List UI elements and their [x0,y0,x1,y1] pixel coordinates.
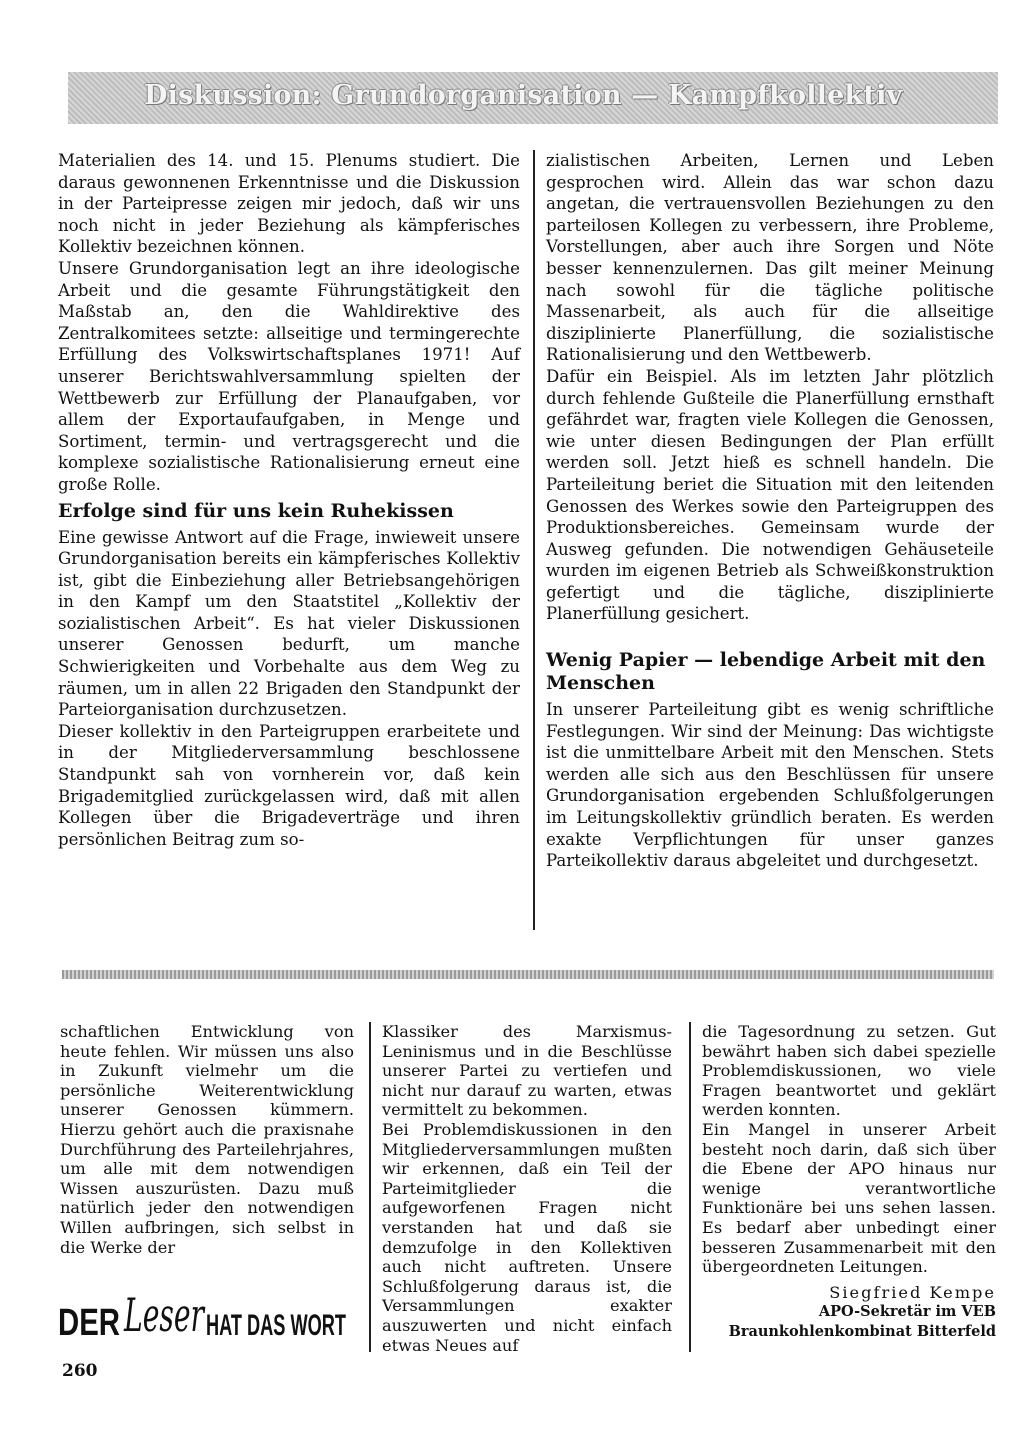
section-divider [62,970,994,979]
article-right-column [546,150,994,872]
letters-column-2 [382,1022,672,1355]
section-heading: Wenig Papier — lebendige Arbeit mit den Menschen [546,649,986,695]
paragraph: Materialien des 14. und 15. Plenums studiert. Die daraus gewonnenen Erkenntnisse und die Diskussion in der Parteipresse zeigen mir jedoch, daß wir uns noch nicht in jeder Beziehung als kämpferisches Kollektiv bezeichnen können. [58,151,520,257]
banner-title: Diskussion: Grundorganisation — Kampfkollektiv [144,80,903,111]
logo-word-leser: Leser [123,1288,206,1342]
author-title: APO-Sekretär im VEB [818,1303,996,1321]
logo-word-hat-das-wort: HAT DAS WORT [206,1309,346,1342]
section-heading: Erfolge sind für uns kein Ruhekissen [58,499,454,522]
paragraph: Dieser kollektiv in den Parteigruppen erarbeitete und in der Mitgliederversammlung beschlossene Standpunkt sah von vornherein vor, daß kein Brigademitglied zurückgelassen wird, daß mit allen Kollegen über die Brigadeverträge und ihren persönlichen Beitrag zum so- [58,721,520,849]
article-left-column [58,150,520,850]
letters-column-3 [702,1022,996,1342]
column-divider [689,1022,691,1352]
page-number: 260 [62,1361,98,1381]
column-divider [369,1022,371,1352]
column-divider [533,150,535,930]
author-name: Siegfried Kempe [829,1282,996,1302]
section-banner [68,72,998,124]
paragraph: Klassiker des Marxismus-Leninismus und in die Beschlüsse unserer Partei zu vertiefen und nicht nur darauf zu warten, etwas vermittelt zu bekommen. [382,1022,672,1120]
paragraph: In unserer Parteileitung gibt es wenig schriftliche Festlegungen. Wir sind der Meinung: Das wichtigste ist die unmittelbare Arbeit mit den Menschen. Stets werden alle sich aus den Beschlüssen für unsere Grundorganisation ergebenden Schlußfolgerungen im Leitungskollektiv gründlich beraten. Es werden exakte Verpflichtungen für unser ganzes Parteikollektiv daraus abgeleitet und durchgesetzt. [546,700,994,871]
reader-letters-logo [58,1283,348,1347]
paragraph: die Tagesordnung zu setzen. Gut bewährt haben sich dabei spezielle Problemdiskussionen, wo viele Fragen beantwortet und geklärt werden konnten. [702,1022,996,1120]
paragraph: Dafür ein Beispiel. Als im letzten Jahr plötzlich durch fehlende Gußteile die Planerfüllung ernsthaft gefährdet war, fragten viele Kollegen die Genossen, wie unter diesen Bedingungen der Plan erfüllt werden soll. Jetzt hieß es schnell handeln. Die Parteileitung beriet die Situation mit den leitenden Genossen des Werkes sowie den Parteigruppen des Produktionsbereiches. Gemeinsam wurde der Ausweg gefunden. Die notwendigen Gehäuseteile wurden im eigenen Betrieb als Schweißkonstruktion gefertigt und die tägliche, disziplinierte Planerfüllung gesichert. [546,366,994,624]
author-organization: Braunkohlenkombinat Bitterfeld [728,1322,996,1340]
paragraph: schaftlichen Entwicklung von heute fehlen. Wir müssen uns also in Zukunft vielmehr um die persönliche Weiterentwicklung unserer Genossen kümmern. Hierzu gehört auch die praxisnahe Durchführung des Parteilehrjahres, um alle mit dem notwendigen Wissen auszurüsten. Dazu muß natürlich jeder den notwendigen Willen aufbringen, sich selbst in die Werke der [60,1022,354,1257]
paragraph: zialistischen Arbeiten, Lernen und Leben gesprochen wird. Allein das war schon dazu angetan, die vertrauensvollen Beziehungen zu den parteilosen Kollegen zu verbessern, ihre Probleme, Vorstellungen, aber auch ihre Sorgen und Nöte besser kennenzulernen. Das gilt meiner Meinung nach sowohl für die tägliche politische Massenarbeit, als auch für die allseitige disziplinierte Planerfüllung, die sozialistische Rationalisierung und den Wettbewerb. [546,151,994,365]
paragraph: Eine gewisse Antwort auf die Frage, inwieweit unsere Grundorganisation bereits ein kämpferisches Kollektiv ist, gibt die Einbeziehung aller Betriebsangehörigen in den Kampf um den Staatstitel „Kollektiv der sozialistischen Arbeit“. Es hat vieler Diskussionen unserer Genossen bedurft, um manche Schwierigkeiten und Vorbehalte aus dem Weg zu räumen, um in allen 22 Brigaden den Standpunkt der Parteiorganisation durchzusetzen. [58,527,520,720]
paragraph: Ein Mangel in unserer Arbeit besteht noch darin, daß sich über die Ebene der APO hinaus nur wenige verantwortliche Funktionäre bei uns sehen lassen. Es bedarf aber unbedingt einer besseren Zusammenarbeit mit den übergeordneten Leitungen. [702,1119,996,1277]
logo-word-der: DER [58,1302,120,1344]
paragraph: Unsere Grundorganisation legt an ihre ideologische Arbeit und die gesamte Führungstätigkeit den Maßstab an, den die Wahldirektive des Zentralkomitees setzte: allseitige und termingerechte Erfüllung des Volkswirtschaftsplanes 1971! Auf unserer Berichtswahlversammlung spielten der Wettbewerb zur Erfüllung der Planaufgaben, vor allem der Exportaufaufgaben, in Menge und Sortiment, termin- und vertragsgerecht und die komplexe sozialistische Rationalisierung erneut eine große Rolle. [58,258,520,494]
paragraph: Bei Problemdiskussionen in den Mitgliederversammlungen mußten wir erkennen, daß ein Teil der Parteimitglieder die aufgeworfenen Fragen nicht verstanden hat und daß sie demzufolge in den Kollektiven auch nicht auftreten. Unsere Schlußfolgerung daraus ist, die Versammlungen exakter auszuwerten und nicht einfach etwas Neues auf [382,1119,672,1355]
letters-column-1 [60,1022,354,1257]
logo-graphic [58,1283,348,1347]
